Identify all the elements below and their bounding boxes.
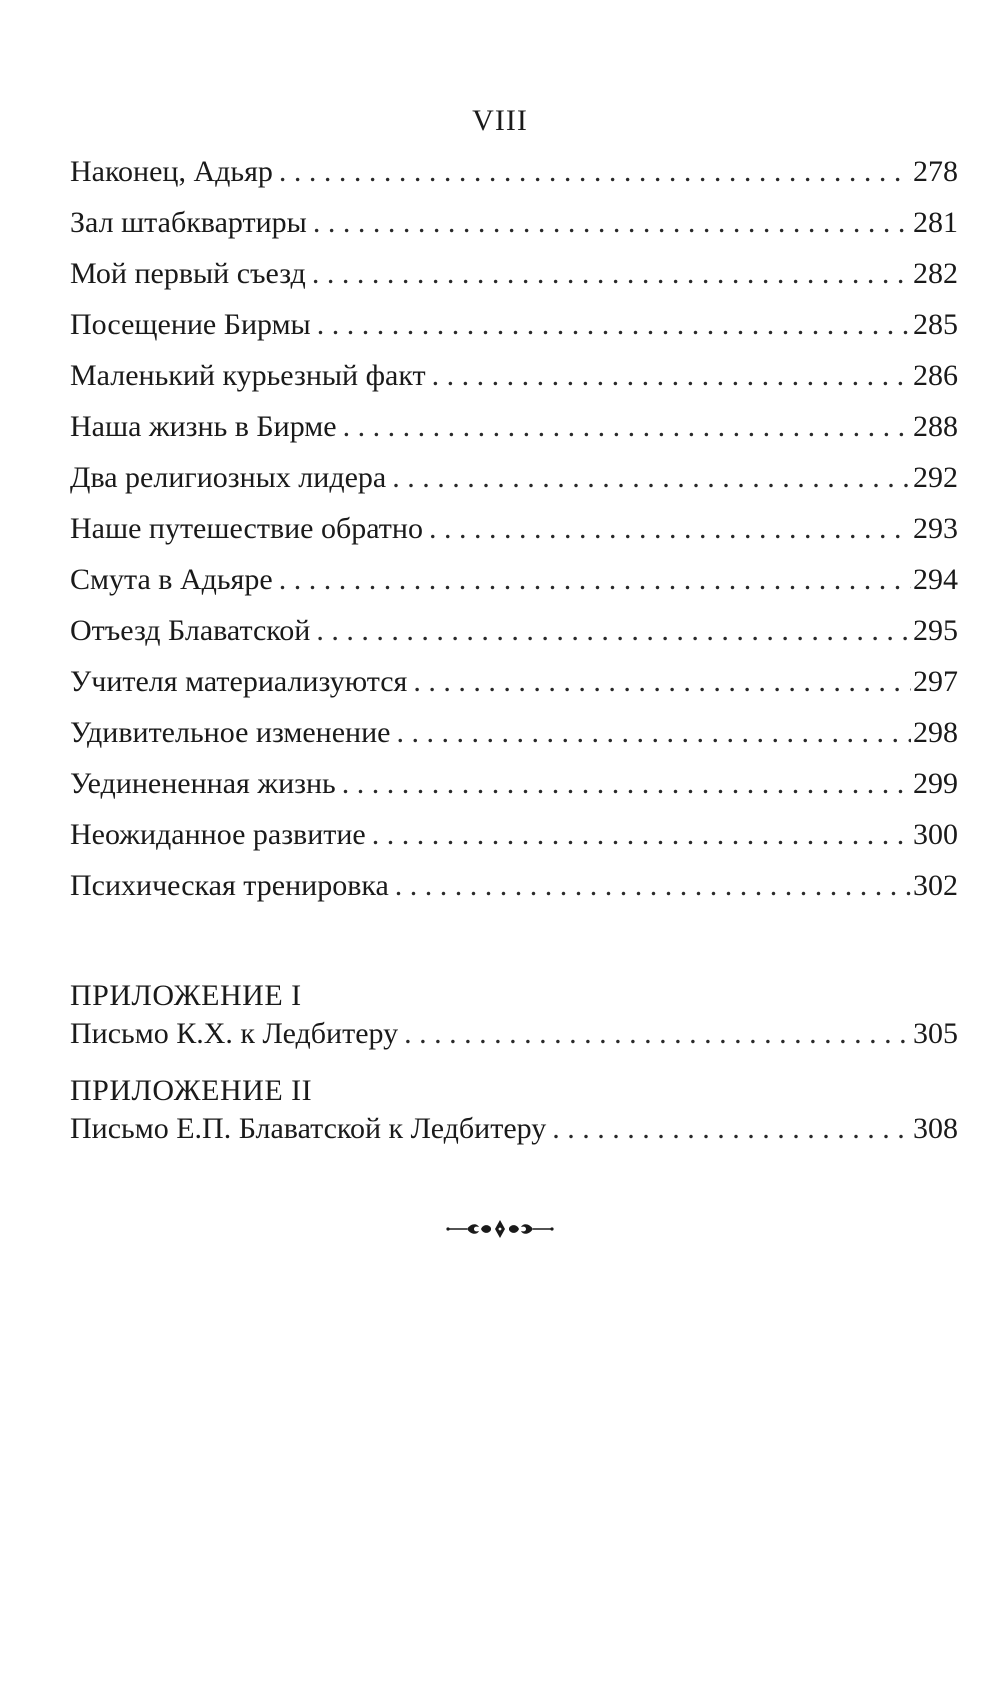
toc-leader-dots [343, 410, 911, 444]
toc-leader-dots [413, 665, 911, 699]
toc-entry-page: 293 [913, 512, 958, 545]
toc-entry-page: 286 [913, 359, 958, 392]
toc-entry-page: 297 [913, 665, 958, 698]
toc-entry-title: Учителя материализуются [70, 665, 408, 698]
toc-entry-page: 294 [913, 563, 958, 596]
toc-entry[interactable] [70, 410, 958, 461]
toc-entry-title: Маленький курьезный факт [70, 359, 426, 392]
toc-entry-page: 300 [913, 818, 958, 851]
toc-leader-dots [317, 308, 911, 342]
appendix-heading: ПРИЛОЖЕНИЕ II [70, 1074, 313, 1107]
appendix-entry-page: 305 [913, 1017, 958, 1050]
toc-entry-title: Два религиозных лидера [70, 461, 387, 494]
appendix-entry-title: Письмо К.Х. к Ледбитеру [70, 1017, 399, 1050]
toc-entry-page: 292 [913, 461, 958, 494]
toc-entry[interactable] [70, 869, 958, 920]
toc-entry[interactable] [70, 359, 958, 410]
toc-leader-dots [342, 767, 911, 801]
appendix-section [70, 975, 958, 1068]
toc-entry-title: Наконец, Адьяр [70, 155, 273, 188]
toc-entry-title: Уединененная жизнь [70, 767, 336, 800]
toc-entry-page: 302 [913, 869, 958, 902]
toc-entry-title: Удивительное изменение [70, 716, 391, 749]
toc-leader-dots [316, 614, 911, 648]
toc-entry-page: 285 [913, 308, 958, 341]
toc-entry[interactable] [70, 461, 958, 512]
toc-entry[interactable] [70, 257, 958, 308]
appendix-entry-title: Письмо Е.П. Блаватской к Ледбитеру [70, 1112, 547, 1145]
appendix-entry[interactable] [70, 1112, 958, 1163]
toc-leader-dots [432, 359, 911, 393]
appendix-section [70, 1070, 958, 1163]
toc-entry-page: 282 [913, 257, 958, 290]
toc-entry-title: Зал штабквартиры [70, 206, 307, 239]
toc-leader-dots [404, 1017, 911, 1051]
toc-entry[interactable] [70, 206, 958, 257]
toc-leader-dots [396, 716, 911, 750]
toc-entry-title: Мой первый съезд [70, 257, 306, 290]
toc-entry[interactable] [70, 308, 958, 359]
toc-entry-page: 295 [913, 614, 958, 647]
toc-leader-dots [279, 563, 911, 597]
toc-leader-dots [372, 818, 911, 852]
toc-entry[interactable] [70, 155, 958, 206]
decorative-divider-icon [445, 1218, 555, 1240]
toc-entry-title: Психическая тренировка [70, 869, 389, 902]
toc-entry-page: 298 [913, 716, 958, 749]
toc-entry-page: 299 [913, 767, 958, 800]
toc-leader-dots [312, 257, 911, 291]
toc-entry-title: Посещение Бирмы [70, 308, 311, 341]
toc-entry-title: Смута в Адьяре [70, 563, 273, 596]
ornament-divider [0, 1218, 1000, 1240]
toc-entry[interactable] [70, 614, 958, 665]
toc-entry[interactable] [70, 818, 958, 869]
toc-entry-title: Неожиданное развитие [70, 818, 366, 851]
toc-entry[interactable] [70, 512, 958, 563]
toc-leader-dots [429, 512, 911, 546]
toc-entry[interactable] [70, 665, 958, 716]
toc-entry-title: Наше путешествие обратно [70, 512, 423, 545]
toc-entry-title: Отъезд Блаватской [70, 614, 311, 647]
toc-leader-dots [552, 1112, 911, 1146]
toc-entry-page: 288 [913, 410, 958, 443]
appendix-entry-page: 308 [913, 1112, 958, 1145]
toc-entry[interactable] [70, 716, 958, 767]
page-number: VIII [472, 104, 528, 137]
toc-leader-dots [395, 869, 911, 903]
toc-entry-title: Наша жизнь в Бирме [70, 410, 337, 443]
toc-leader-dots [279, 155, 911, 189]
toc-leader-dots [392, 461, 911, 495]
toc-entry[interactable] [70, 767, 958, 818]
table-of-contents [70, 155, 958, 920]
appendix-heading: ПРИЛОЖЕНИЕ I [70, 979, 302, 1012]
toc-leader-dots [313, 206, 911, 240]
toc-entry[interactable] [70, 563, 958, 614]
appendix-entry[interactable] [70, 1017, 958, 1068]
toc-entry-page: 281 [913, 206, 958, 239]
toc-entry-page: 278 [913, 155, 958, 188]
